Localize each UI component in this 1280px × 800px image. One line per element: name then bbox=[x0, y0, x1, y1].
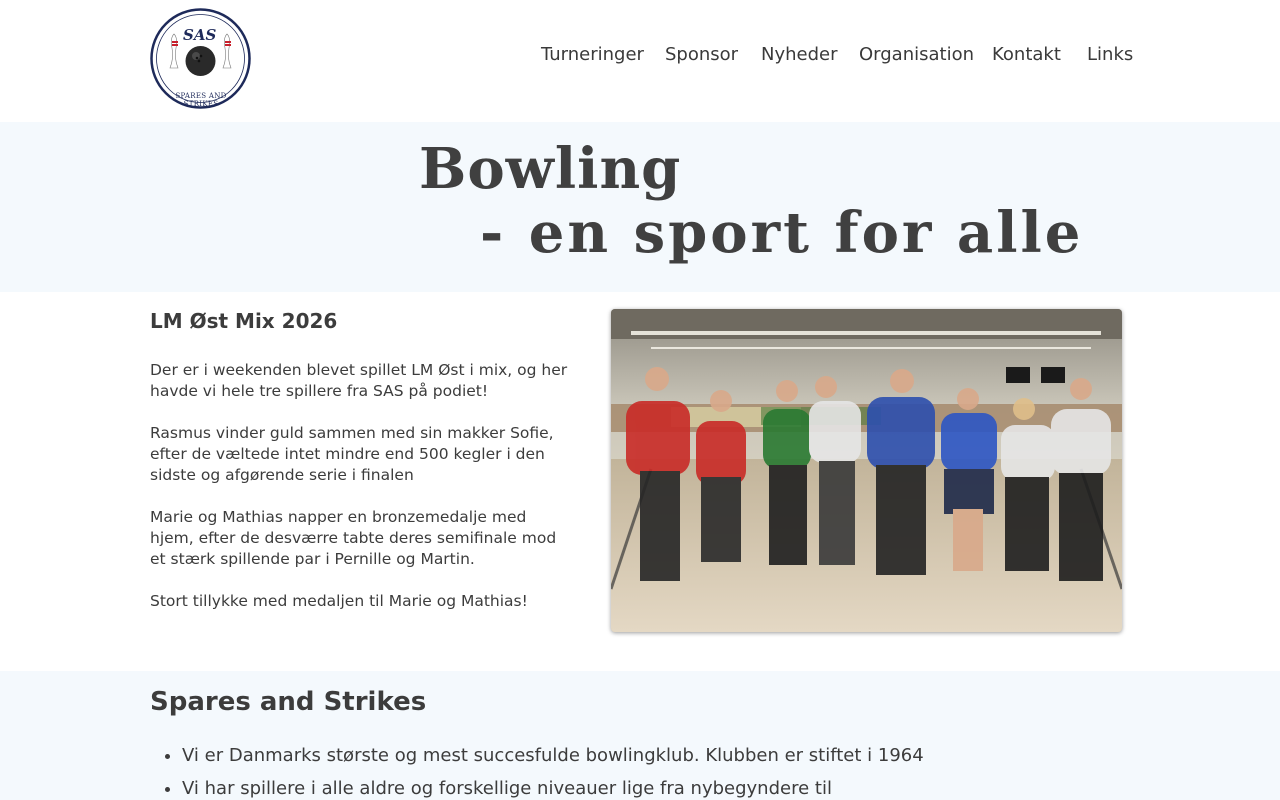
hero-banner bbox=[0, 122, 1280, 292]
podium-photo[interactable] bbox=[611, 309, 1122, 632]
nav-sponsor[interactable]: Sponsor bbox=[665, 44, 739, 65]
hero-title: Bowling bbox=[419, 136, 682, 202]
nav-nyheder[interactable]: Nyheder bbox=[761, 44, 838, 65]
nav-kontakt[interactable]: Kontakt bbox=[992, 44, 1061, 65]
nav-turneringer[interactable]: Turneringer bbox=[541, 44, 644, 65]
article-paragraph: Stort tillykke med medaljen til Marie og Mathias! bbox=[150, 592, 528, 610]
nav-organisation[interactable]: Organisation bbox=[859, 44, 975, 65]
main-nav bbox=[0, 44, 1280, 68]
club-title: Spares and Strikes bbox=[150, 687, 427, 717]
club-section bbox=[0, 671, 1280, 800]
article-body bbox=[150, 360, 570, 633]
nav-links[interactable]: Links bbox=[1087, 44, 1134, 65]
list-item: • Vi har spillere i alle aldre og forskellige niveauer lige fra nybegyndere til bbox=[182, 776, 1182, 800]
club-facts-list bbox=[182, 743, 1182, 800]
podium-photo-image bbox=[611, 309, 1122, 632]
list-item: • Vi er Danmarks største og mest succesfulde bowlingklub. Klubben er stiftet i 1964 bbox=[182, 743, 1182, 776]
article-paragraph: Der er i weekenden blevet spillet LM Øst i mix, og her havde vi hele tre spillere fra SAS på podiet! bbox=[150, 361, 568, 400]
article-title: LM Øst Mix 2026 bbox=[150, 309, 338, 333]
article-paragraph: Rasmus vinder guld sammen med sin makker Sofie, efter de væltede intet mindre end 500 kegler i den sidste og afgørende serie i finalen bbox=[150, 424, 554, 484]
logo-ring-text: SPARES AND STRIKES bbox=[175, 92, 227, 108]
logo-top-text: SAS bbox=[183, 26, 217, 44]
hero-subtitle: - en sport for alle bbox=[480, 200, 1084, 266]
article-paragraph: Marie og Mathias napper en bronzemedalje med hjem, efter de desværre tabte deres semifinale mod et stærk spillende par i Pernille og Martin. bbox=[150, 508, 557, 568]
site-header bbox=[0, 0, 1280, 122]
